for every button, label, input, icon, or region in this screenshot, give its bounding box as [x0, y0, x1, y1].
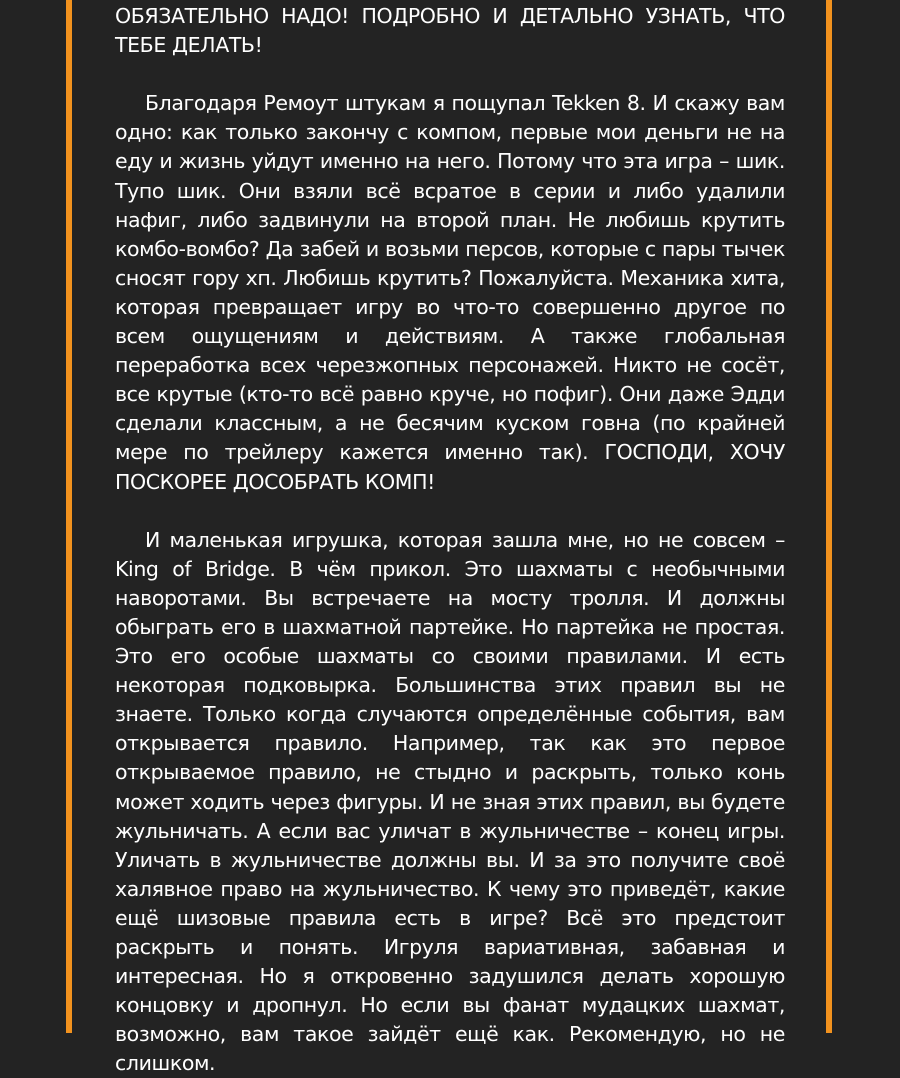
- paragraph-tekken: Благодаря Ремоут штукам я пощупал Tekken 8. И скажу вам одно: как только закончу с компом, первые мои деньги не на еду и жизнь уйдут именно на него. Потому что эта игра – шик. Тупо шик. Они взяли всё всратое в серии и либо удалили нафиг, либо задвинули на второй план. Не любишь крутить комбо-вомбо? Да забей и возьми персов, которые с пары тычек сносят гору хп. Любишь крутить? Пожалуйста. Механика хита, которая превращает игру во что-то совершенно другое по всем ощущениям и действиям. А также глобальная переработка всех черезжопных персонажей. Никто не сосёт, все крутые (кто-то всё равно круче, но пофиг). Они даже Эдди сделали классным, а не бесячим куском говна (по крайней мере по трейлеру кажется именно так). ГОСПОДИ, ХОЧУ ПОСКОРЕЕ ДОСОБРАТЬ КОМП!: [115, 91, 785, 494]
- paragraph-gap: [115, 497, 785, 526]
- right-border-stripe: [826, 0, 832, 1033]
- paragraph-gap: [115, 60, 785, 89]
- article-body: [115, 2, 785, 1078]
- paragraph-king-of-bridge: И маленькая игрушка, которая зашла мне, но не совсем – King of Bridge. В чём прикол. Это шахматы с необычными наворотами. Вы встречаете на мосту тролля. И должны обыграть его в шахматной партейке. Но партейка не простая. Это его особые шахматы со своими правилами. И есть некоторая подковырка. Большинства этих правил вы не знаете. Только когда случаются определённые события, вам открывается правило. Например, так как это первое открываемое правило, не стыдно и раскрыть, только конь может ходить через фигуры. И не зная этих правил, вы будете жульничать. А если вас уличат в жульничестве – конец игры. Уличать в жульничестве должны вы. И за это получите своё халявное право на жульничество. К чему это приведёт, какие ещё шизовые правила есть в игре? Всё это предстоит раскрыть и понять. Игруля вариативная, забавная и интересная. Но я откровенно задушился делать хорошую концовку и дропнул. Но если вы фанат мудацких шахмат, возможно, вам такое зайдёт ещё как. Рекомендую, но не слишком.: [115, 527, 785, 1076]
- left-border-stripe: [66, 0, 72, 1033]
- intro-text: ОБЯЗАТЕЛЬНО НАДО! ПОДРОБНО И ДЕТАЛЬНО УЗНАТЬ, ЧТО ТЕБЕ ДЕЛАТЬ!: [115, 4, 785, 58]
